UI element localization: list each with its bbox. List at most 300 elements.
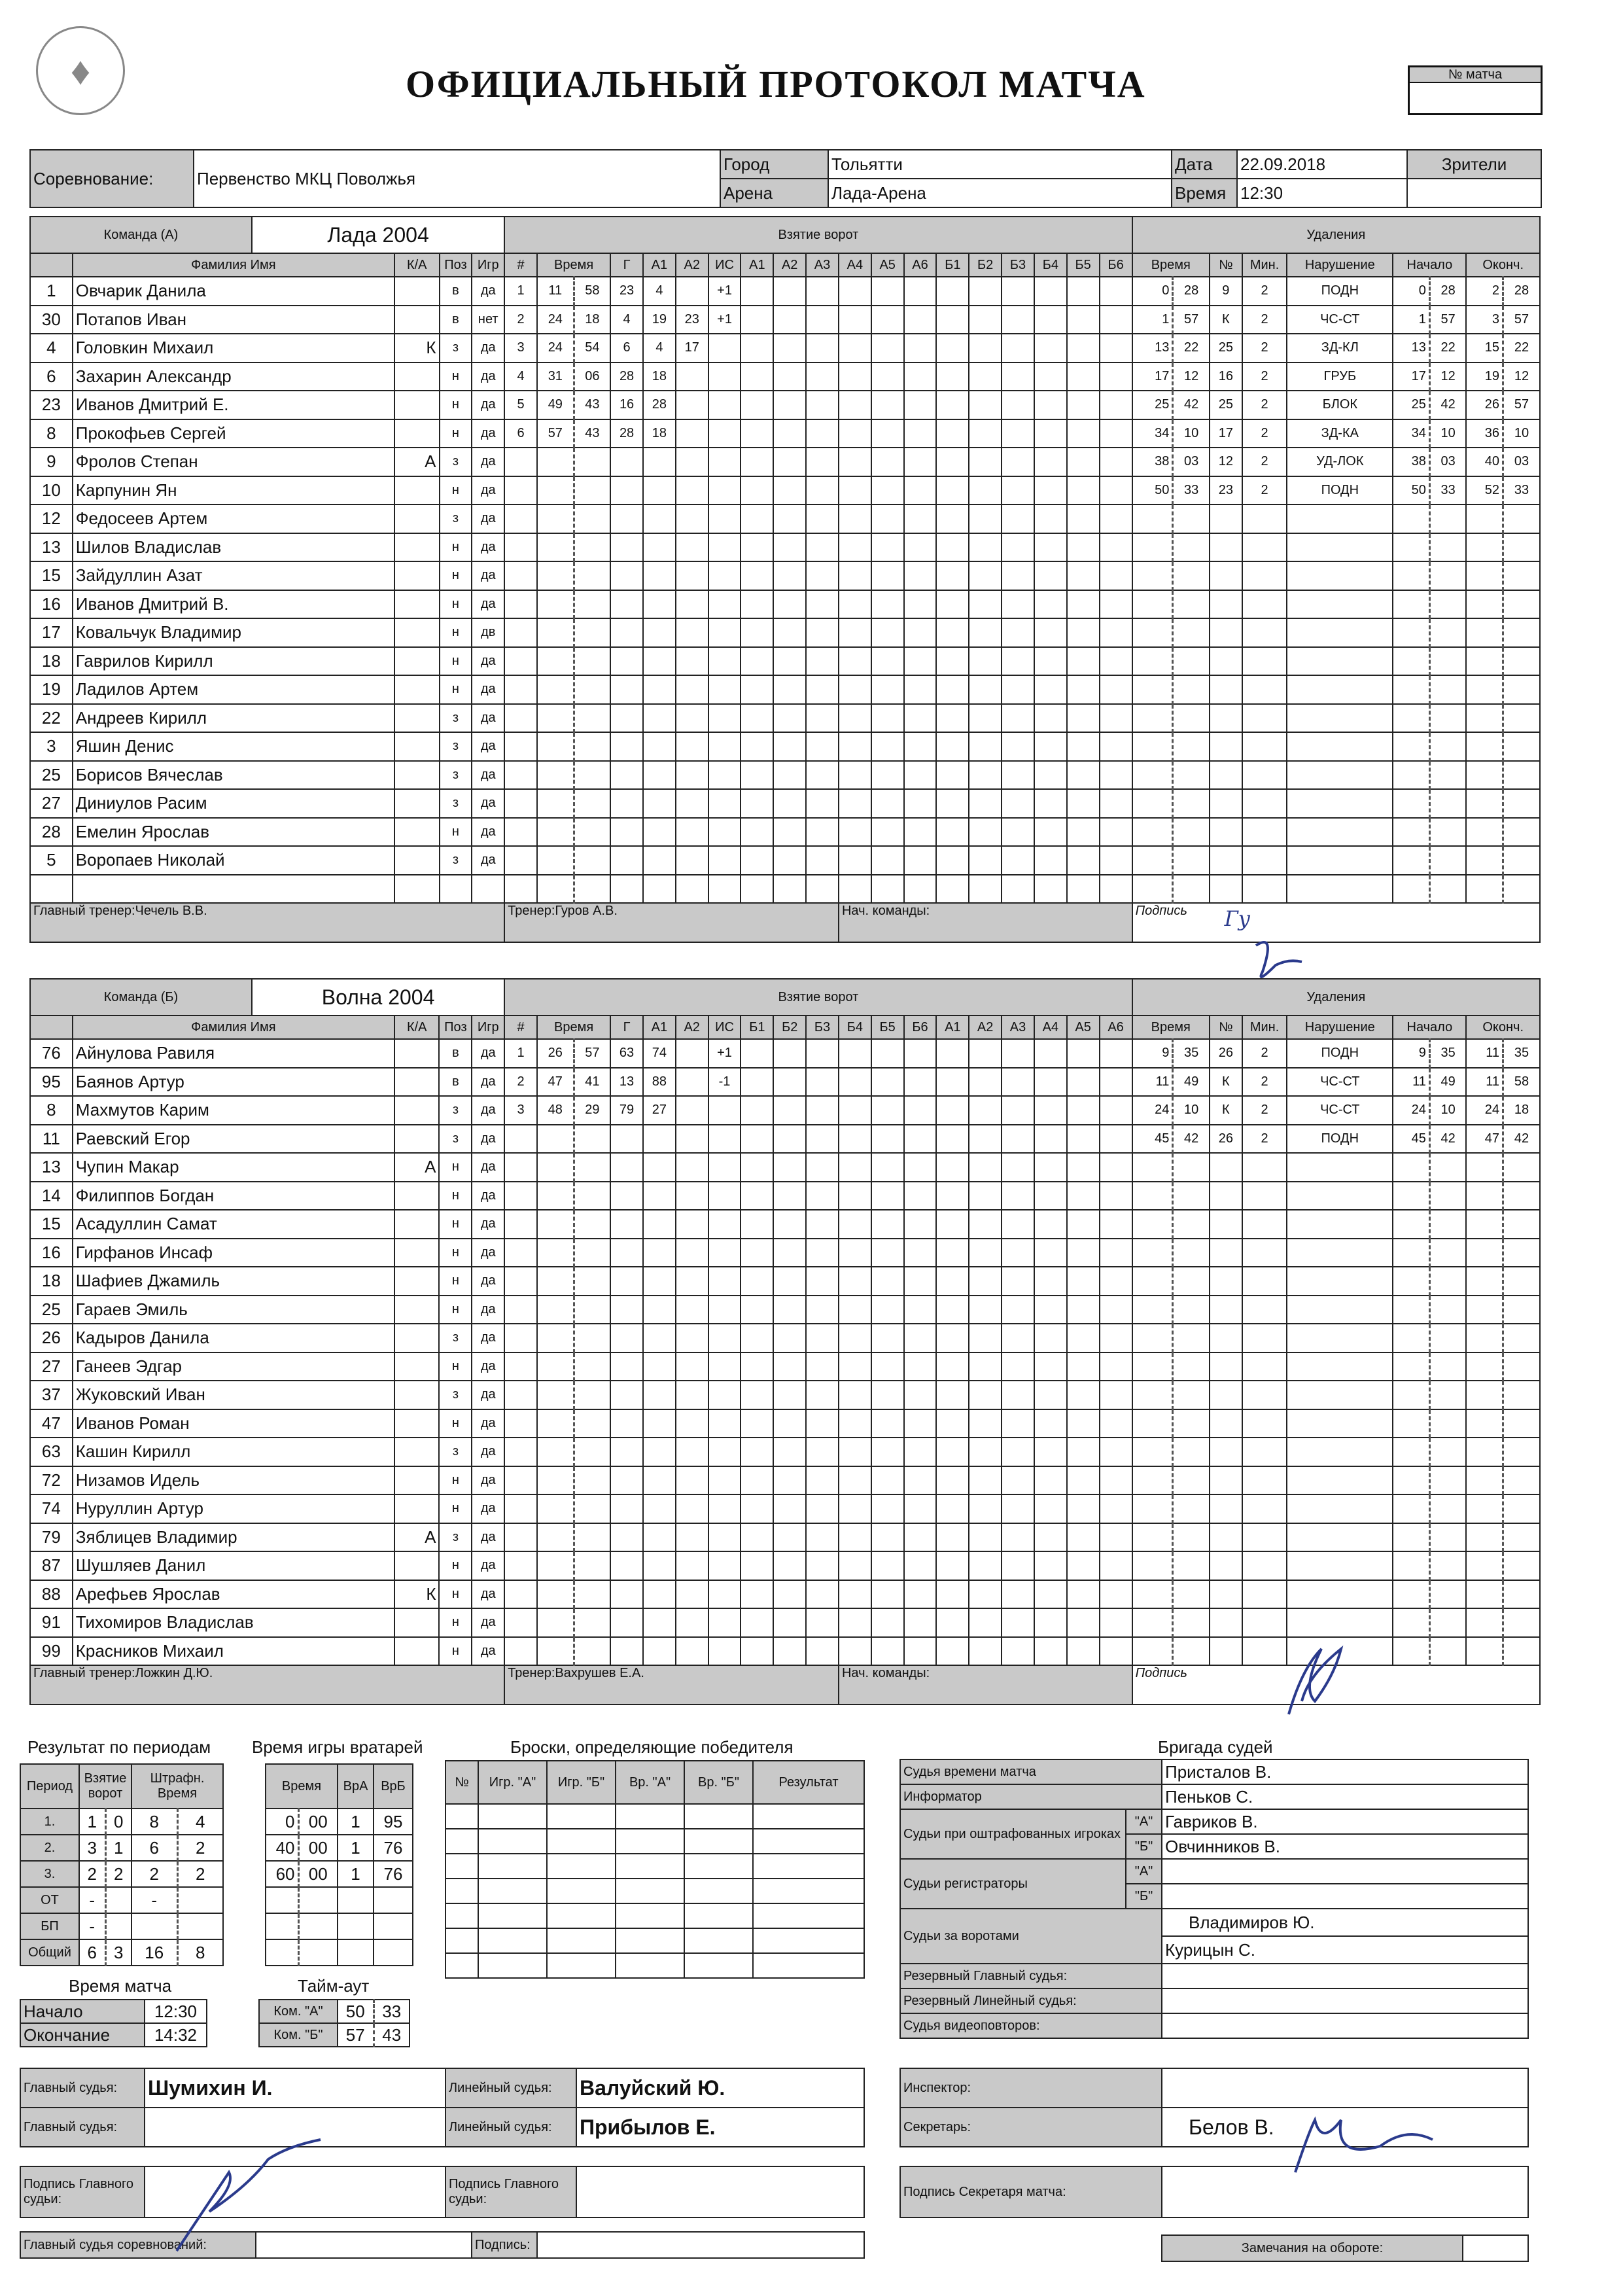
team-a-pen-end-sec: 28 <box>1503 277 1540 306</box>
team-a-goal-a1 <box>643 732 676 761</box>
team-b-player-pos: н <box>439 1409 472 1438</box>
team-b-pen-end-min <box>1466 1608 1503 1637</box>
team-b-onice-cell <box>1067 1096 1100 1125</box>
team-b-goal-is <box>708 1438 741 1466</box>
team-a-onice-cell <box>936 419 969 448</box>
team-b-player-row <box>30 1551 1540 1580</box>
line-referee-label-1: Линейный судья: <box>445 2068 576 2108</box>
team-b-pen-end-sec <box>1503 1153 1540 1182</box>
team-b-goal-a2 <box>676 1096 708 1125</box>
team-a-player-ka <box>394 789 440 818</box>
team-b-onice-cell <box>936 1523 969 1552</box>
team-b-goal-sec: 41 <box>574 1068 610 1097</box>
team-b-onice-cell <box>741 1153 773 1182</box>
team-b-onice-cell <box>1002 1523 1034 1552</box>
team-b-onice-cell <box>969 1267 1002 1296</box>
team-b-pen-start-sec <box>1429 1324 1466 1352</box>
team-a-pen-sec <box>1173 761 1210 790</box>
team-b-goal-a2 <box>676 1153 708 1182</box>
team-b-goal-sec: 29 <box>574 1096 610 1125</box>
team-b-goal-sec <box>574 1324 610 1352</box>
team-a-player-pos: н <box>440 561 472 590</box>
team-b-onice-cell <box>1100 1153 1132 1182</box>
team-b-pen-end-min <box>1466 1210 1503 1239</box>
team-b-onice-cell <box>871 1352 904 1381</box>
team-b-h-pviol: Нарушение <box>1287 1016 1393 1039</box>
team-a-pen-min: 1 <box>1132 306 1173 334</box>
team-a-pen-minutes: 2 <box>1242 362 1287 391</box>
team-a-onice-cell <box>806 875 839 904</box>
team-b-goal-is <box>708 1494 741 1523</box>
team-a-pen-min <box>1132 590 1173 619</box>
team-a-signature-ink: Гу <box>1224 906 1251 931</box>
team-a-h-ka: К/А <box>394 253 440 277</box>
team-a-onice-cell <box>1067 306 1100 334</box>
team-a-player-no <box>30 875 73 904</box>
team-b-pen-end-sec <box>1503 1580 1540 1609</box>
arena-label: Арена <box>720 179 828 207</box>
team-a-onice-cell <box>773 647 806 676</box>
team-b-goal-scorer: 63 <box>610 1039 643 1068</box>
team-b-pen-minutes <box>1242 1494 1287 1523</box>
team-b-onice-cell <box>1034 1608 1067 1637</box>
team-b-onice-cell <box>1002 1466 1034 1495</box>
team-a-onice-cell <box>1100 476 1132 505</box>
team-a-pen-end-min <box>1466 618 1503 647</box>
team-b-pen-minutes <box>1242 1608 1287 1637</box>
shootout-row <box>445 1879 864 1903</box>
timeout-a-min: 50 <box>338 2000 374 2023</box>
team-a-pen-violation <box>1287 875 1393 904</box>
team-a-player-pos: н <box>440 590 472 619</box>
timeout-b-min: 57 <box>338 2023 374 2047</box>
team-a-player-no: 18 <box>30 647 73 676</box>
team-b-goal-sec <box>574 1352 610 1381</box>
team-b-onice-cell <box>806 1352 839 1381</box>
team-b-player-pos: з <box>439 1125 472 1154</box>
period-row <box>20 1939 223 1966</box>
team-a-goal-a2 <box>676 533 708 562</box>
team-a-pen-start-sec <box>1429 504 1466 533</box>
team-a-onice-cell <box>936 277 969 306</box>
sig-main-label-2: Подпись Главного судьи: <box>445 2166 576 2217</box>
team-b-onice-cell <box>969 1096 1002 1125</box>
team-a-player-no: 9 <box>30 448 73 476</box>
team-a-goal-n <box>504 789 537 818</box>
team-a-pen-end-sec <box>1503 818 1540 847</box>
team-a-pen-end-min <box>1466 846 1503 875</box>
team-a-pen-min <box>1132 504 1173 533</box>
team-a-pen-end-sec <box>1503 561 1540 590</box>
team-a-onice-cell <box>806 761 839 790</box>
team-b-goal-sec <box>574 1608 610 1637</box>
team-a-pen-end-min: 40 <box>1466 448 1503 476</box>
team-a-penalties-title: Удаления <box>1132 217 1540 253</box>
team-b-pen-start-min <box>1393 1210 1429 1239</box>
sig-secretary-value <box>1162 2166 1528 2217</box>
team-a-goal-a2 <box>676 675 708 704</box>
team-a-player-row <box>30 362 1540 391</box>
team-b-goal-scorer <box>610 1494 643 1523</box>
team-b-player-pos: н <box>439 1494 472 1523</box>
team-a-goal-n: 5 <box>504 391 537 419</box>
team-a-onice-cell <box>1002 761 1034 790</box>
team-a-onice-cell <box>969 334 1002 362</box>
team-a-onice-cell <box>904 618 937 647</box>
team-a-player-no: 5 <box>30 846 73 875</box>
team-a-h-onice-11: Б6 <box>1100 253 1132 277</box>
team-b-h-pmin: Мин. <box>1242 1016 1287 1039</box>
team-a-onice-cell <box>1067 818 1100 847</box>
team-b-goal-a2 <box>676 1580 708 1609</box>
team-b-player-ka <box>394 1352 440 1381</box>
team-a-onice-cell <box>871 704 904 733</box>
team-a-player-name: Овчарик Данила <box>73 277 394 306</box>
team-b-player-pos: з <box>439 1096 472 1125</box>
team-a-onice-cell <box>1100 675 1132 704</box>
team-a-pen-minutes <box>1242 618 1287 647</box>
team-b-onice-cell <box>1067 1608 1100 1637</box>
team-b-pen-violation <box>1287 1267 1393 1296</box>
team-b-onice-cell <box>871 1438 904 1466</box>
competition-value: Первенство МКЦ Поволжья <box>194 150 720 207</box>
team-a-pen-min: 25 <box>1132 391 1173 419</box>
team-b-pen-end-min <box>1466 1324 1503 1352</box>
team-a-pen-start-sec <box>1429 618 1466 647</box>
team-b-goal-a1 <box>643 1182 676 1210</box>
team-b-player-ka <box>394 1239 440 1267</box>
team-a-onice-cell <box>1100 818 1132 847</box>
team-a-goal-a2 <box>676 732 708 761</box>
team-a-onice-cell <box>839 362 871 391</box>
team-a-onice-cell <box>839 533 871 562</box>
team-b-pen-sec <box>1173 1182 1210 1210</box>
sig-secretary-label: Подпись Секретаря матча: <box>900 2166 1162 2217</box>
team-a-player-play: да <box>472 334 504 362</box>
time-judge-value: Присталов В. <box>1162 1759 1528 1784</box>
team-a-player-pos: н <box>440 818 472 847</box>
team-b-onice-cell <box>741 1210 773 1239</box>
team-b-player-ka <box>394 1409 440 1438</box>
team-b-goal-scorer <box>610 1267 643 1296</box>
team-b-player-no: 74 <box>30 1494 73 1523</box>
shootout-cell <box>753 1903 864 1928</box>
team-b-pen-end-sec <box>1503 1381 1540 1409</box>
team-b-onice-cell <box>773 1182 806 1210</box>
team-b-player-no: 16 <box>30 1239 73 1267</box>
team-b-pen-sec: 49 <box>1173 1068 1210 1097</box>
period-row <box>20 1887 223 1913</box>
main-referee-label-2: Главный судья: <box>20 2108 145 2147</box>
team-a-goal-is <box>708 704 741 733</box>
team-a-onice-cell <box>741 761 773 790</box>
team-b-onice-cell <box>1067 1551 1100 1580</box>
team-a-goal-a2 <box>676 761 708 790</box>
team-b-player-row <box>30 1096 1540 1125</box>
team-a-goal-sec <box>574 761 610 790</box>
team-a-pen-sec: 42 <box>1173 391 1210 419</box>
shootout-cell <box>684 1854 753 1879</box>
team-b-goal-a2 <box>676 1210 708 1239</box>
team-a-player-play: да <box>472 561 504 590</box>
team-a-goal-a2: 17 <box>676 334 708 362</box>
team-a-player-name: Ковальчук Владимир <box>73 618 394 647</box>
period-goals-a: 2 <box>79 1861 105 1887</box>
team-b-pen-end-min <box>1466 1551 1503 1580</box>
team-a-onice-cell <box>1067 618 1100 647</box>
team-a-onice-cell <box>741 732 773 761</box>
team-b-onice-cell <box>839 1466 871 1495</box>
team-b-pen-minutes <box>1242 1324 1287 1352</box>
team-a-pen-min <box>1132 647 1173 676</box>
team-b-h-onice-0: Б1 <box>741 1016 773 1039</box>
team-a-h-a1: А1 <box>643 253 676 277</box>
team-b-pen-sec <box>1173 1267 1210 1296</box>
team-a-onice-cell <box>871 818 904 847</box>
team-b-onice-cell <box>1034 1296 1067 1324</box>
team-b-team-chief: Нач. команды: <box>839 1665 1132 1704</box>
team-b-pen-minutes <box>1242 1438 1287 1466</box>
match-time-table <box>20 1999 207 2047</box>
shootout-cell <box>753 1804 864 1829</box>
team-b-pen-start-sec: 10 <box>1429 1096 1466 1125</box>
team-a-onice-cell <box>1002 875 1034 904</box>
team-b-pen-minutes <box>1242 1637 1287 1666</box>
team-b-onice-cell <box>773 1523 806 1552</box>
team-a-goal-n: 4 <box>504 362 537 391</box>
team-b-goal-n <box>504 1267 537 1296</box>
team-b-onice-cell <box>1002 1125 1034 1154</box>
team-b-player-no: 79 <box>30 1523 73 1552</box>
team-b-pen-start-sec <box>1429 1239 1466 1267</box>
team-b-onice-cell <box>936 1210 969 1239</box>
team-b-player-pos: з <box>439 1523 472 1552</box>
team-a-h-onice-0: А1 <box>741 253 773 277</box>
team-b-pen-min <box>1132 1580 1173 1609</box>
team-b-onice-cell <box>773 1438 806 1466</box>
team-a-coach: Тренер:Гуров А.В. <box>504 903 839 942</box>
team-a-onice-cell <box>871 277 904 306</box>
shootout-cell <box>684 1928 753 1953</box>
team-b-h-num: # <box>504 1016 537 1039</box>
team-a-onice-cell <box>1034 618 1067 647</box>
team-b-onice-cell <box>1100 1182 1132 1210</box>
team-a-onice-cell <box>1100 761 1132 790</box>
team-a-goal-a1 <box>643 533 676 562</box>
team-b-onice-cell <box>871 1210 904 1239</box>
team-b-h-onice-8: А3 <box>1002 1016 1034 1039</box>
team-b-onice-cell <box>741 1438 773 1466</box>
team-a-goal-is <box>708 618 741 647</box>
main-referee-1: Шумихин И. <box>145 2068 445 2108</box>
team-a-onice-cell <box>839 590 871 619</box>
team-b-player-play: да <box>472 1096 504 1125</box>
team-a-player-pos: н <box>440 476 472 505</box>
shootout-cell <box>547 1903 616 1928</box>
team-a-pen-sec <box>1173 504 1210 533</box>
team-b-pen-start-min: 11 <box>1393 1068 1429 1097</box>
team-a-onice-cell <box>773 533 806 562</box>
team-b-pen-violation: ЧС-СТ <box>1287 1096 1393 1125</box>
team-b-goal-min <box>537 1523 574 1552</box>
team-a-goal-sec <box>574 533 610 562</box>
team-b-onice-cell <box>773 1466 806 1495</box>
team-b-onice-cell <box>904 1409 937 1438</box>
team-a-pen-sec <box>1173 818 1210 847</box>
team-b-pen-start-min <box>1393 1267 1429 1296</box>
team-a-onice-cell <box>1002 391 1034 419</box>
team-a-player-row <box>30 875 1540 904</box>
team-b-onice-cell <box>773 1494 806 1523</box>
team-b-goal-a2 <box>676 1494 708 1523</box>
team-b-pen-end-min <box>1466 1352 1503 1381</box>
team-b-onice-cell <box>773 1296 806 1324</box>
team-a-goal-a2 <box>676 504 708 533</box>
team-a-onice-cell <box>969 704 1002 733</box>
goalie-sec <box>298 1913 338 1939</box>
team-a-onice-cell <box>871 391 904 419</box>
team-b-pen-sec <box>1173 1381 1210 1409</box>
team-a-player-row <box>30 504 1540 533</box>
team-b-pen-end-sec <box>1503 1637 1540 1666</box>
team-a-player-row <box>30 675 1540 704</box>
team-a-pen-min <box>1132 533 1173 562</box>
team-a-player-pos: н <box>440 618 472 647</box>
team-b-player-play: да <box>472 1068 504 1097</box>
team-a-pen-min <box>1132 789 1173 818</box>
team-a-onice-cell <box>1067 647 1100 676</box>
team-b-player-play: да <box>472 1125 504 1154</box>
team-b-goal-min: 48 <box>537 1096 574 1125</box>
team-a-goal-sec <box>574 476 610 505</box>
team-a-h-onice-9: Б4 <box>1034 253 1067 277</box>
team-a-h-onice-2: А3 <box>806 253 839 277</box>
team-b-goal-is <box>708 1523 741 1552</box>
team-b-player-row <box>30 1352 1540 1381</box>
team-b-goal-scorer <box>610 1182 643 1210</box>
team-b-onice-cell <box>969 1438 1002 1466</box>
team-b-goal-min <box>537 1494 574 1523</box>
team-a-goal-min <box>537 590 574 619</box>
team-b-goal-sec <box>574 1438 610 1466</box>
team-b-goal-min <box>537 1239 574 1267</box>
team-a-goal-is <box>708 761 741 790</box>
team-b-pen-min <box>1132 1523 1173 1552</box>
team-a-goal-a1 <box>643 618 676 647</box>
team-b-pen-start-sec <box>1429 1267 1466 1296</box>
team-b-goal-is <box>708 1551 741 1580</box>
start-value: 12:30 <box>145 2000 207 2023</box>
team-b-onice-cell <box>839 1494 871 1523</box>
shootout-cell <box>478 1804 547 1829</box>
period-row <box>20 1809 223 1835</box>
team-b-player-no: 27 <box>30 1352 73 1381</box>
team-a-goal-a2 <box>676 789 708 818</box>
team-b-onice-cell <box>773 1381 806 1409</box>
team-b-player-ka <box>394 1494 440 1523</box>
team-a-onice-cell <box>1034 277 1067 306</box>
team-b-goal-a2 <box>676 1267 708 1296</box>
goalie-b: 76 <box>374 1861 413 1887</box>
team-a-onice-cell <box>904 362 937 391</box>
team-a-onice-cell <box>1034 306 1067 334</box>
team-b-pen-minutes <box>1242 1182 1287 1210</box>
team-a-goal-n: 6 <box>504 419 537 448</box>
team-a-onice-cell <box>1034 818 1067 847</box>
team-b-player-ka: А <box>394 1523 440 1552</box>
team-b-onice-cell <box>1034 1494 1067 1523</box>
team-b-player-name: Асадуллин Самат <box>73 1210 394 1239</box>
team-a-goal-scorer <box>610 618 643 647</box>
team-b-onice-cell <box>773 1153 806 1182</box>
team-b-goal-is: +1 <box>708 1039 741 1068</box>
team-a-pen-end-sec <box>1503 761 1540 790</box>
team-a-onice-cell <box>1100 875 1132 904</box>
team-b-onice-cell <box>773 1409 806 1438</box>
team-a-pen-end-sec <box>1503 732 1540 761</box>
team-a-onice-cell <box>904 647 937 676</box>
team-a-onice-cell <box>773 476 806 505</box>
goalie-row <box>266 1939 413 1966</box>
team-a-player-name: Борисов Вячеслав <box>73 761 394 790</box>
goalie-sec: 00 <box>298 1835 338 1861</box>
team-a-onice-cell <box>904 875 937 904</box>
team-b-onice-cell <box>1100 1438 1132 1466</box>
team-a-player-pos: в <box>440 277 472 306</box>
team-b-player-name: Баянов Артур <box>73 1068 394 1097</box>
team-a-pen-start-min <box>1393 846 1429 875</box>
shootout-cell <box>445 1854 478 1879</box>
team-b-onice-cell <box>806 1409 839 1438</box>
team-b-onice-cell <box>806 1551 839 1580</box>
goalie-a: 1 <box>338 1861 374 1887</box>
goalie-row <box>266 1887 413 1913</box>
team-a-pen-start-min <box>1393 618 1429 647</box>
period-pen-a: - <box>131 1887 177 1913</box>
team-a-onice-cell <box>1002 306 1034 334</box>
team-a-onice-cell <box>1002 789 1034 818</box>
team-a-onice-cell <box>1034 590 1067 619</box>
team-a-onice-cell <box>806 448 839 476</box>
team-a-onice-cell <box>904 277 937 306</box>
team-a-onice-cell <box>904 448 937 476</box>
team-a-onice-cell <box>839 818 871 847</box>
team-a-pen-end-min <box>1466 675 1503 704</box>
team-b-onice-cell <box>871 1239 904 1267</box>
team-b-onice-cell <box>839 1239 871 1267</box>
team-a-pen-end-min <box>1466 732 1503 761</box>
team-b-goal-sec <box>574 1267 610 1296</box>
line-referee-label-2: Линейный судья: <box>445 2108 576 2147</box>
team-a-onice-cell <box>839 675 871 704</box>
team-b-onice-cell <box>969 1352 1002 1381</box>
team-b-h-onice-6: А1 <box>936 1016 969 1039</box>
team-b-pen-minutes: 2 <box>1242 1068 1287 1097</box>
team-b-goal-n <box>504 1210 537 1239</box>
team-b-player-ka: А <box>394 1153 440 1182</box>
team-b-pen-sec <box>1173 1438 1210 1466</box>
comp-judge-label: Главный судья соревнований: <box>20 2232 256 2258</box>
team-a-goal-scorer <box>610 761 643 790</box>
team-a-goal-a2 <box>676 818 708 847</box>
period-pen-b <box>177 1913 223 1939</box>
team-b-onice-cell <box>936 1296 969 1324</box>
team-b-player-name: Низамов Идель <box>73 1466 394 1495</box>
team-b-goal-min <box>537 1580 574 1609</box>
team-a-onice-cell <box>1002 732 1034 761</box>
goalie-sec <box>298 1887 338 1913</box>
team-a-onice-cell <box>741 419 773 448</box>
